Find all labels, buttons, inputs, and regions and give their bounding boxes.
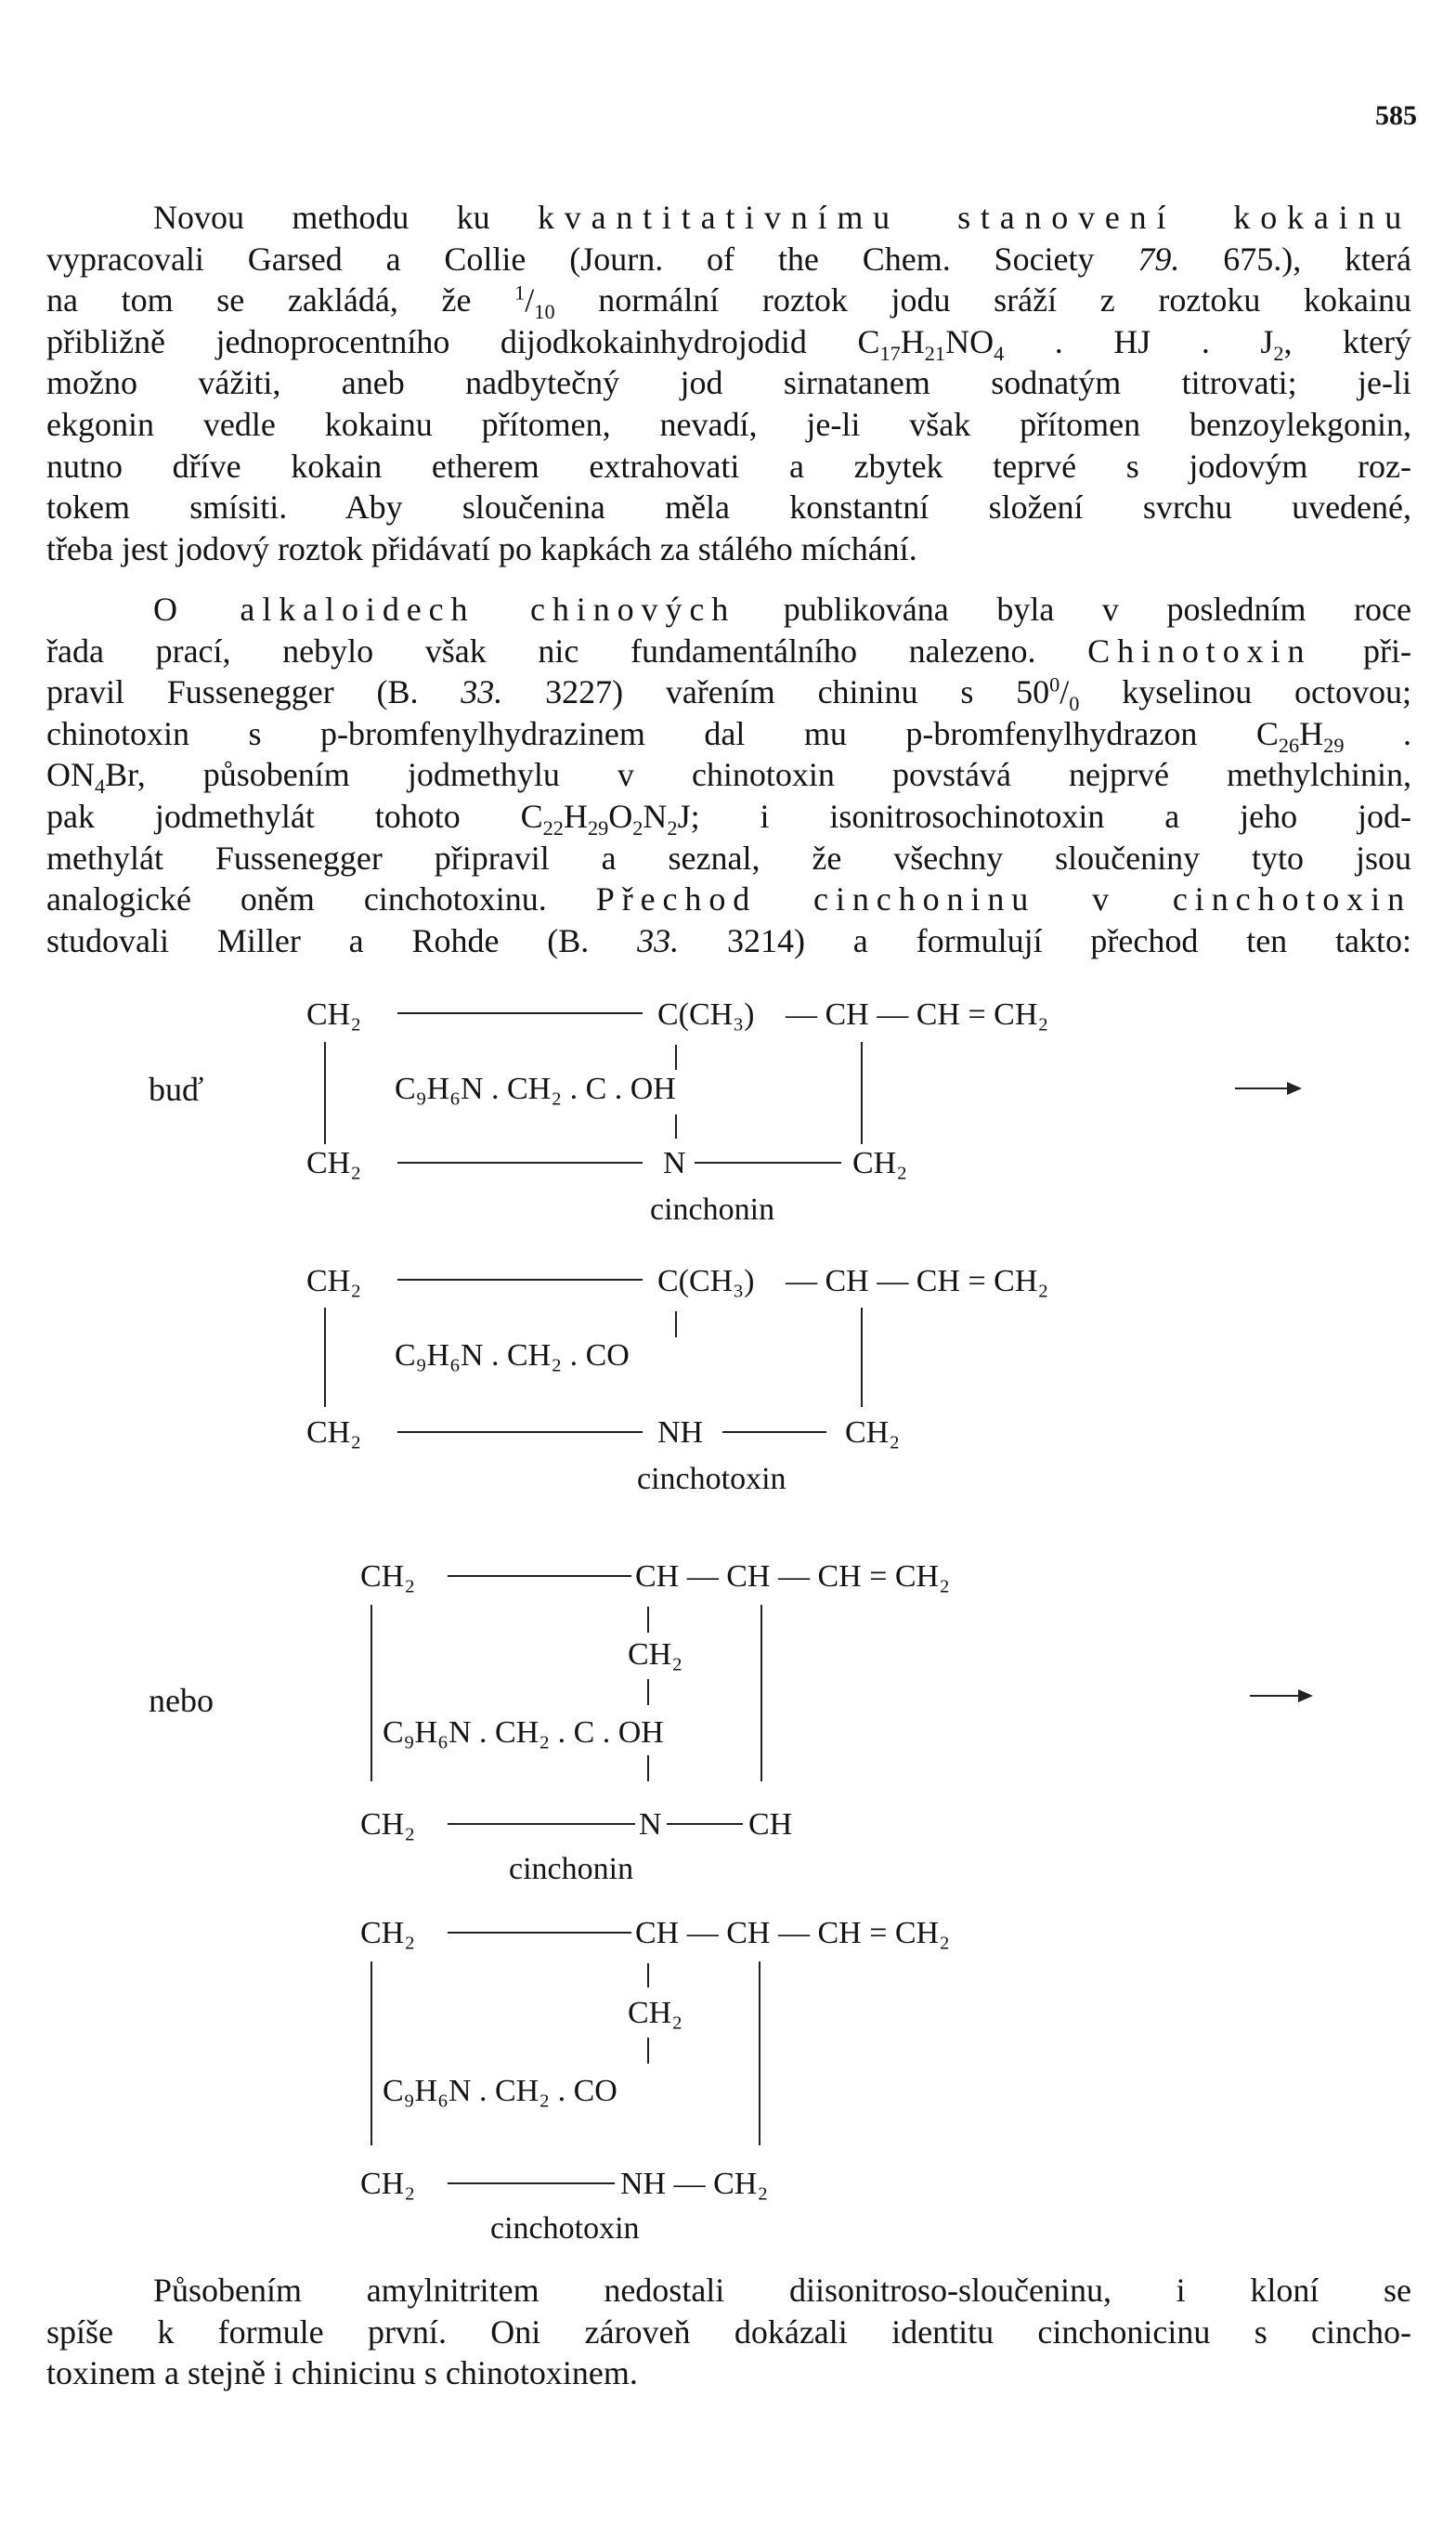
f4-bottom-left: CH₂ [360,2167,416,2201]
arrow-icon [1250,1689,1313,1702]
paragraph-alkaloids [46,589,1411,961]
text-line: řada prací, nebylo však nic fundamentálního nalezeno. Chinotoxin při- [46,632,1411,670]
structural-formulas [0,966,1456,2266]
page-number: 585 [1375,100,1417,131]
f4-caption: cinchotoxin [490,2211,640,2246]
formula-cinchonin-1 [149,997,1302,1227]
text-line: možno vážiti, aneb nadbytečný jod sirnatanem sodnatým titrovati; je-li [46,364,1411,402]
f1-top-mid: C(CH₃) [657,997,755,1032]
text-line: tokem smísiti. Aby sloučenina měla konstantní složení svrchu uvedené, [46,488,1411,527]
f2-bottom-right: CH₂ [845,1415,901,1450]
text-line: Působením amylnitritem nedostali diisonitroso-sloučeninu, i kloní se [153,2272,1411,2309]
f3-caption: cinchonin [509,1852,634,1886]
text-line: nutno dříve kokain etherem extrahovati a zbytek teprvé s jodovým roz- [46,447,1411,485]
paragraph-cocaine [46,197,1411,569]
f1-middle: C₉H₆N . CH₂ . C . OH [395,1072,676,1106]
text-line: třeba jest jodový roztok přidávatí po kapkách za stálého míchání. [46,529,917,567]
text-line: vypracovali Garsed a Collie (Journ. of the Chem. Society 79. 675.), která [46,240,1411,278]
f1-bottom-left: CH₂ [306,1146,362,1180]
f3-top-left: CH₂ [360,1559,416,1594]
f4-top-mid: CH — CH — CH = CH₂ [635,1916,950,1950]
text-line: pravil Fussenegger (B. 33. 3227) vařením chininu s $50^0/_0$ kyselinou octovou; [46,672,1411,715]
text-line: $ON_4Br$, působením jodmethylu v chinotoxin povstává nejprvé methylchinin, [46,756,1411,799]
label-bud: buď [149,1071,204,1108]
f3-bottom-right: CH [748,1807,793,1842]
text-line: pak jodmethylát tohoto $C_{22}H_{29}O_2N_2J$; i isonitrosochinotoxin a jeho jod- [46,797,1411,840]
formula-cinchotoxin-1 [306,1264,1048,1496]
f2-caption: cinchotoxin [637,1462,786,1496]
text-line: Novou methodu ku kvantitativnímu stanovení kokainu [153,199,1411,236]
text-line: chinotoxin s p-bromfenylhydrazinem dal mu p-bromfenylhydrazon $C_{26}H_{29}$ . [46,714,1411,757]
f1-caption: cinchonin [650,1192,775,1227]
f1-bottom-mid: N [663,1146,686,1180]
arrow-icon [1235,1082,1302,1095]
f3-top-mid: CH — CH — CH = CH₂ [635,1559,950,1594]
paragraph-conclusion [46,2270,1411,2394]
formula-cinchonin-2 [149,1559,1313,1886]
f4-bottom-mid: NH — CH₂ [620,2167,769,2201]
f1-top-left: CH₂ [306,997,362,1032]
f4-middle: C₉H₆N . CH₂ . CO [383,2074,618,2108]
formula-cinchotoxin-2 [360,1916,950,2246]
f2-top-mid: C(CH₃) [657,1264,755,1298]
text-line: spíše k formule první. Oni zároveň dokázali identitu cinchonicinu s cincho- [46,2312,1411,2351]
f1-top-right: — CH — CH = CH₂ [786,997,1049,1032]
f2-bottom-left: CH₂ [306,1415,362,1450]
f2-top-right: — CH — CH = CH₂ [786,1264,1049,1298]
text-line: ekgonin vedle kokainu přítomen, nevadí, je-li však přítomen benzoylekgonin, [46,405,1411,443]
f2-middle: C₉H₆N . CH₂ . CO [395,1338,630,1373]
f3-middle: C₉H₆N . CH₂ . C . OH [383,1715,664,1750]
f1-bottom-right: CH₂ [852,1146,908,1180]
f3-bottom-left: CH₂ [360,1807,416,1842]
text-line: O alkaloidech chinových publikována byla v posledním roce [153,591,1411,628]
formula-diagram [0,966,1456,2266]
text-line: na tom se zakládá, že $^1/_{10}$ normální roztok jodu sráží z roztoku kokainu [46,280,1412,323]
f4-ch2: CH₂ [628,1996,683,2030]
text-line: přibližně jednoprocentního dijodkokainhydrojodid $C_{17}H_{21}NO_4$ . HJ . $J_2$, který [46,322,1412,365]
f2-top-left: CH₂ [306,1264,362,1298]
label-nebo: nebo [149,1682,214,1719]
f3-bottom-mid: N [639,1807,662,1842]
text-line: toxinem a stejně i chinicinu s chinotoxinem. [46,2354,638,2392]
text-line: studovali Miller a Rohde (B. 33. 3214) a formulují přechod ten takto: [46,921,1411,959]
f4-top-left: CH₂ [360,1916,416,1950]
f3-ch2: CH₂ [628,1637,683,1672]
text-line: methylát Fussenegger připravil a seznal, že všechny sloučeniny tyto jsou [46,839,1411,877]
f2-bottom-mid: NH [657,1415,704,1450]
text-line: analogické oněm cinchotoxinu. Přechod cinchoninu v cinchotoxin [46,880,1411,918]
